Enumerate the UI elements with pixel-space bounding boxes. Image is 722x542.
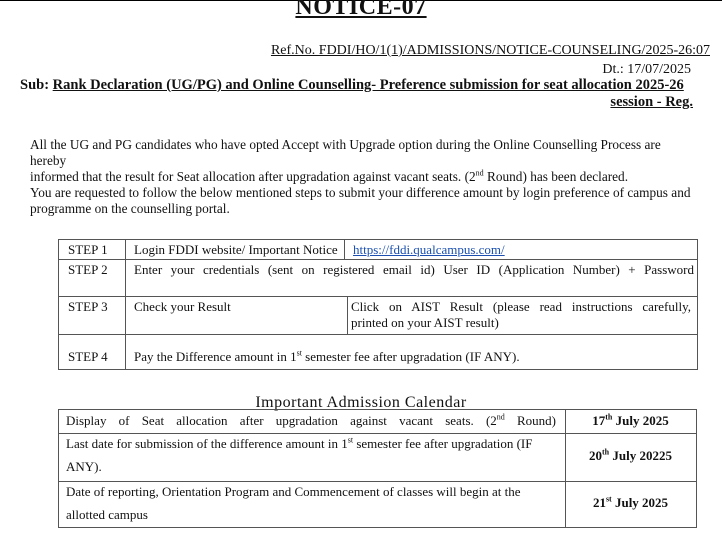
- notice-date: Dt.: 17/07/2025: [602, 62, 691, 77]
- step-1-label: STEP 1: [68, 242, 108, 257]
- paragraph-2-line-2: programme on the counselling portal.: [30, 201, 230, 216]
- step-1-text: Login FDDI website/ Important Notice: [134, 242, 338, 257]
- step-2-label: STEP 2: [68, 262, 108, 277]
- step-3-label: STEP 3: [68, 299, 108, 314]
- calendar-row-3-date: 21st July 2025: [592, 494, 669, 510]
- step-2-text: Enter your credentials (sent on registered email id) User ID (Application Number) + Password: [134, 262, 694, 277]
- calendar-title: Important Admission Calendar: [255, 394, 467, 411]
- admission-calendar-table: [58, 409, 697, 528]
- qualcampus-link[interactable]: https://fddi.qualcampus.com/: [353, 242, 505, 257]
- calendar-row-2-event: Last date for submission of the difference amount in 1st semester fee after upgradation (IF ANY).: [66, 435, 533, 474]
- steps-table: [58, 239, 698, 370]
- subject-line-1: Rank Declaration (UG/PG) and Online Counselling- Preference submission for seat allocation 2025-26: [52, 77, 684, 93]
- step-3-detail: Click on AIST Result (please read instructions carefully, printed on your AIST result): [351, 299, 691, 330]
- paragraph-1-line-1: All the UG and PG candidates who have opted Accept with Upgrade option during the Online Counselling Process are hereby: [30, 137, 661, 168]
- calendar-row-1-date: 17th July 2025: [592, 412, 669, 428]
- subject-label: Sub:: [20, 77, 50, 93]
- subject: [20, 77, 696, 111]
- calendar-row-1-event: Display of Seat allocation after upgradation against vacant seats. (2nd Round): [66, 412, 557, 428]
- paragraph-1-line-2: informed that the result for Seat allocation after upgradation against vacant seats. (2nd Round) has been declared.: [30, 168, 629, 184]
- paragraph-result-declared: [30, 137, 692, 185]
- step-4-label: STEP 4: [68, 349, 108, 364]
- subject-line-2: session - Reg.: [610, 94, 693, 110]
- step-3-text: Check your Result: [134, 299, 231, 314]
- paragraph-instructions: [30, 185, 692, 217]
- calendar-row-2-date: 20th July 20225: [589, 447, 672, 463]
- reference-number: Ref.No. FDDI/HO/1(1)/ADMISSIONS/NOTICE-COUNSELING/2025-26:07: [270, 43, 710, 58]
- step-4-text: Pay the Difference amount in 1st semester fee after upgradation (IF ANY).: [134, 348, 520, 364]
- calendar-row-3-event: Date of reporting, Orientation Program and Commencement of classes will begin at the allotted campus: [66, 484, 521, 522]
- paragraph-2-line-1: You are requested to follow the below mentioned steps to submit your difference amount by login preference of campus and: [30, 185, 691, 200]
- notice-title: NOTICE-07: [295, 0, 427, 20]
